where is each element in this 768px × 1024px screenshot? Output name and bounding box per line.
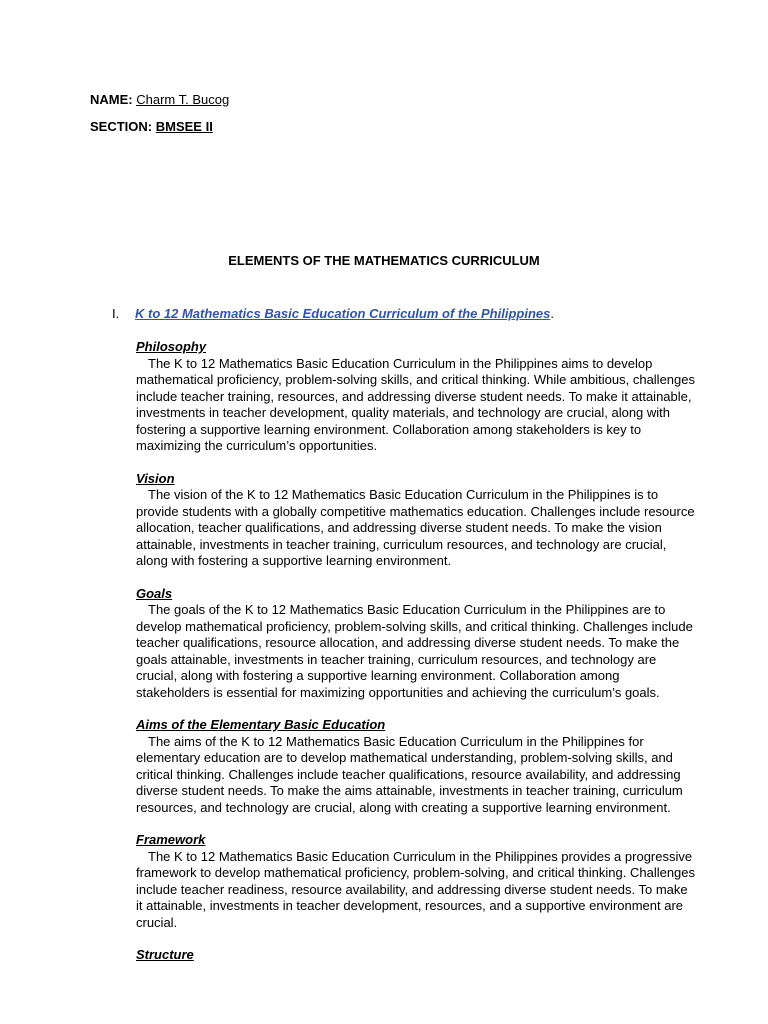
subsection-goals [136,586,696,702]
section-numeral: I. [112,306,120,321]
section-label: SECTION: [90,119,153,134]
subsection-title: Aims of the Elementary Basic Education [136,717,386,732]
section-line [90,119,213,136]
subsection-vision [136,471,696,570]
subsection-text: The goals of the K to 12 Mathematics Basic Education Curriculum in the Philippines are to develop mathematical proficiency, problem-solving skills, and critical thinking. Challenges include teacher qualifications, resource allocation, and addressing diverse student needs. To make the goals attainable, investments in teacher training, curriculum resources, and technology are crucial, along with fostering a supportive learning environment. Collaboration among stakeholders is essential for maximizing opportunities and achieving the curriculum’s goals. [136,602,693,700]
content-body [136,339,696,980]
curriculum-link[interactable]: K to 12 Mathematics Basic Education Curriculum of the Philippines [135,306,551,321]
subsection-title: Vision [136,470,175,486]
subsection-text: The aims of the K to 12 Mathematics Basic Education Curriculum in the Philippines for elementary education are to develop mathematical understanding, problem-solving skills, and critical thinking. Challenges include teacher qualifications, resource availability, and addressing diverse student needs. To make the aims attainable, investments in teacher training, curriculum resources, and technology are crucial, along with creating a supportive learning environment. [136,733,683,815]
name-label: NAME: [90,92,133,107]
subsection-framework [136,832,696,931]
subsection-title: Structure [136,947,194,962]
name-value: Charm T. Bucog [136,92,230,107]
subsection-philosophy [136,339,696,455]
subsection-title: Framework [136,832,206,847]
subsection-title: Philosophy [136,339,207,354]
subsection-text: The K to 12 Mathematics Basic Education Curriculum in the Philippines provides a progressive framework to develop mathematical proficiency, problem-solving, and critical thinking. Challenges include teacher readiness, resource availability, and addressing diverse student needs. To make it attainable, investments in teacher development, resources, and a supportive environment are crucial. [136,848,696,930]
name-line [90,92,229,109]
subsection-text: The K to 12 Mathematics Basic Education Curriculum in the Philippines aims to develop mathematical proficiency, problem-solving skills, and critical thinking. While ambitious, challenges include teacher training, resources, and addressing diverse student needs. To make it attainable, investments in teacher development, quality materials, and technology are crucial, along with fostering a supportive learning environment. Collaboration among stakeholders is key to maximizing the curriculum’s opportunities. [136,355,695,453]
subsection-text: The vision of the K to 12 Mathematics Basic Education Curriculum in the Philippines is to provide students with a globally competitive mathematics education. Challenges include resource allocation, teacher qualifications, and addressing diverse student needs. To make the vision attainable, investments in teacher training, curriculum resources, and technology are crucial, along with fostering a supportive learning environment. [136,487,695,568]
heading-period: . [550,306,554,321]
section-heading [112,306,554,323]
subsection-title: Goals [136,585,173,601]
subsection-structure [136,947,696,964]
document-title: ELEMENTS OF THE MATHEMATICS CURRICULUM [228,253,540,268]
subsection-aims [136,717,696,816]
section-value: BMSEE II [155,119,213,134]
